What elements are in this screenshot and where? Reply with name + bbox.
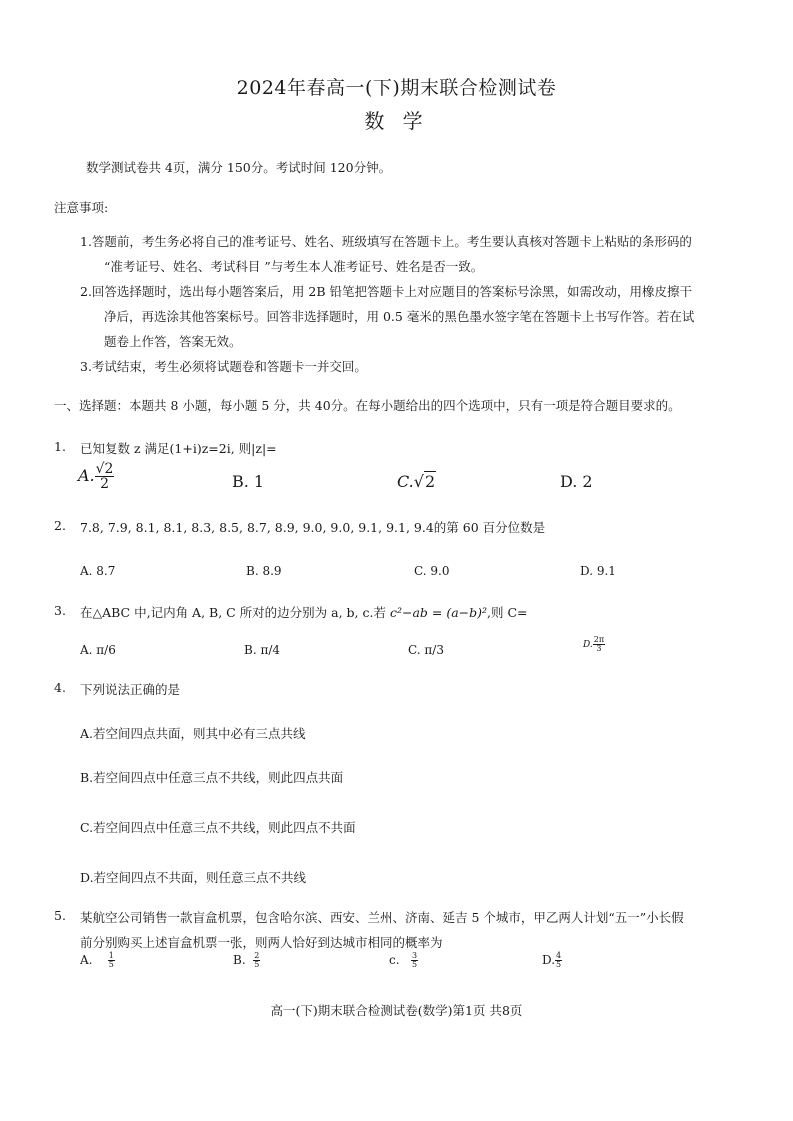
option-c (389, 952, 418, 969)
numerator: 3 (412, 951, 418, 960)
option-c: C. π/3 (408, 643, 444, 657)
page-footer: 高一(下)期末联合检测试卷(数学)第1页 共8页 (270, 1003, 523, 1018)
section-heading: 一、选择题：本题共 8 小题，每小题 5 分，共 40分。在每小题给出的四个选项中，只有一项是符合题目要求的。 (54, 398, 681, 413)
numerator: 2 (254, 951, 260, 960)
notice-item-1: 1.答题前，考生务必将自己的准考证号、姓名、班级填写在答题卡上。考生要认真核对答题卡上粘贴的条形码的 (80, 234, 692, 249)
sqrt-sign: √ (413, 472, 424, 491)
option-a (80, 952, 115, 969)
option-d: D. 9.1 (580, 564, 616, 578)
question-text: 7.8, 7.9, 8.1, 8.1, 8.3, 8.5, 8.7, 8.9, 9.0, 9.0, 9.1, 9.1, 9.4的第 60 百分位数是 (80, 520, 546, 535)
question-text: 已知复数 z 满足(1+i)z=2i, 则|z|= (80, 441, 277, 456)
denominator: 5 (108, 960, 114, 969)
radicand: 2 (424, 472, 436, 491)
option-d: D. 2 (560, 472, 593, 491)
option-label: B. (233, 953, 246, 967)
denominator: 5 (412, 960, 418, 969)
notice-item-2-cont2: 题卷上作答，答案无效。 (104, 334, 242, 349)
subject-title: 数 学 (364, 109, 429, 133)
notice-item-2-cont: 净后，再选涂其他答案标号。回答非选择题时，用 0.5 毫米的黑色墨水签字笔在答题卡上书写作答。若在试 (104, 309, 695, 324)
option-a: A.若空间四点共面，则其中必有三点共线 (80, 726, 306, 741)
question-number: 2. (54, 518, 66, 533)
numerator: 4 (556, 951, 562, 960)
denominator: 3 (596, 644, 602, 653)
fraction (555, 952, 562, 969)
denominator: 2 (100, 476, 110, 492)
option-c: C.若空间四点中任意三点不共线，则此四点不共面 (80, 820, 356, 835)
option-d: D.若空间四点不共面，则任意三点不共线 (80, 870, 307, 885)
option-b: B. 8.9 (246, 564, 282, 578)
option-b: B.若空间四点中任意三点不共线，则此四点共面 (80, 770, 344, 785)
denominator: 5 (556, 960, 562, 969)
fraction (95, 462, 115, 491)
question-text-cont: 前分别购买上述盲盒机票一张，则两人恰好到达城市相同的概率为 (80, 935, 443, 950)
option-label: D. (583, 640, 593, 650)
numerator: 1 (108, 951, 114, 960)
fraction (593, 636, 605, 653)
numerator: 2π (593, 635, 605, 644)
option-b: B. π/4 (244, 643, 281, 657)
option-a: A. π/6 (80, 643, 116, 657)
notice-item-3: 3.考试结束，考生必须将试题卷和答题卡一并交回。 (80, 359, 367, 374)
question-text: 某航空公司销售一款盲盒机票，包含哈尔滨、西安、兰州、济南、延吉 5 个城市，甲乙两人计划“五一”小长假 (80, 910, 684, 925)
notice-heading: 注意事项: (54, 200, 109, 215)
formula: c²−ab = (a−b)² (389, 605, 488, 620)
option-label: D. (542, 953, 556, 967)
option-c: C. 9.0 (414, 564, 450, 578)
fraction (411, 952, 418, 969)
notice-item-2: 2.回答选择题时，选出每小题答案后，用 2B 铅笔把答题卡上对应题目的答案标号涂黑，如需改动，用橡皮擦干 (80, 284, 693, 299)
question-number: 1. (54, 439, 66, 454)
question-text-pre: 在△ABC 中,记内角 A, B, C 所对的边分别为 a, b, c.若 (80, 605, 390, 620)
option-label: C. (397, 472, 414, 491)
option-c (397, 472, 436, 491)
option-label: c. (389, 953, 400, 967)
option-d (542, 952, 562, 969)
option-d (583, 636, 605, 653)
option-a (78, 462, 114, 491)
question-text (80, 603, 528, 621)
question-number: 5. (54, 908, 66, 923)
option-b (233, 952, 260, 969)
question-text: 下列说法正确的是 (80, 682, 181, 697)
exam-title: 2024年春高一(下)期末联合检测试卷 (236, 77, 557, 99)
question-number: 4. (54, 680, 66, 695)
option-label: A. (80, 953, 93, 967)
question-number: 3. (54, 603, 66, 618)
question-text-post: ,则 C= (487, 605, 528, 620)
notice-item-1-cont: “准考证号、姓名、考试科目 ”与考生本人准考证号、姓名是否一致。 (104, 259, 484, 274)
fraction (108, 952, 115, 969)
fraction (253, 952, 260, 969)
exam-intro: 数学测试卷共 4页，满分 150分。考试时间 120分钟。 (86, 160, 392, 175)
numerator: √2 (95, 461, 114, 477)
denominator: 5 (254, 960, 260, 969)
option-a: A. 8.7 (80, 564, 116, 578)
option-b: B. 1 (232, 472, 265, 491)
option-label: A. (78, 466, 95, 485)
